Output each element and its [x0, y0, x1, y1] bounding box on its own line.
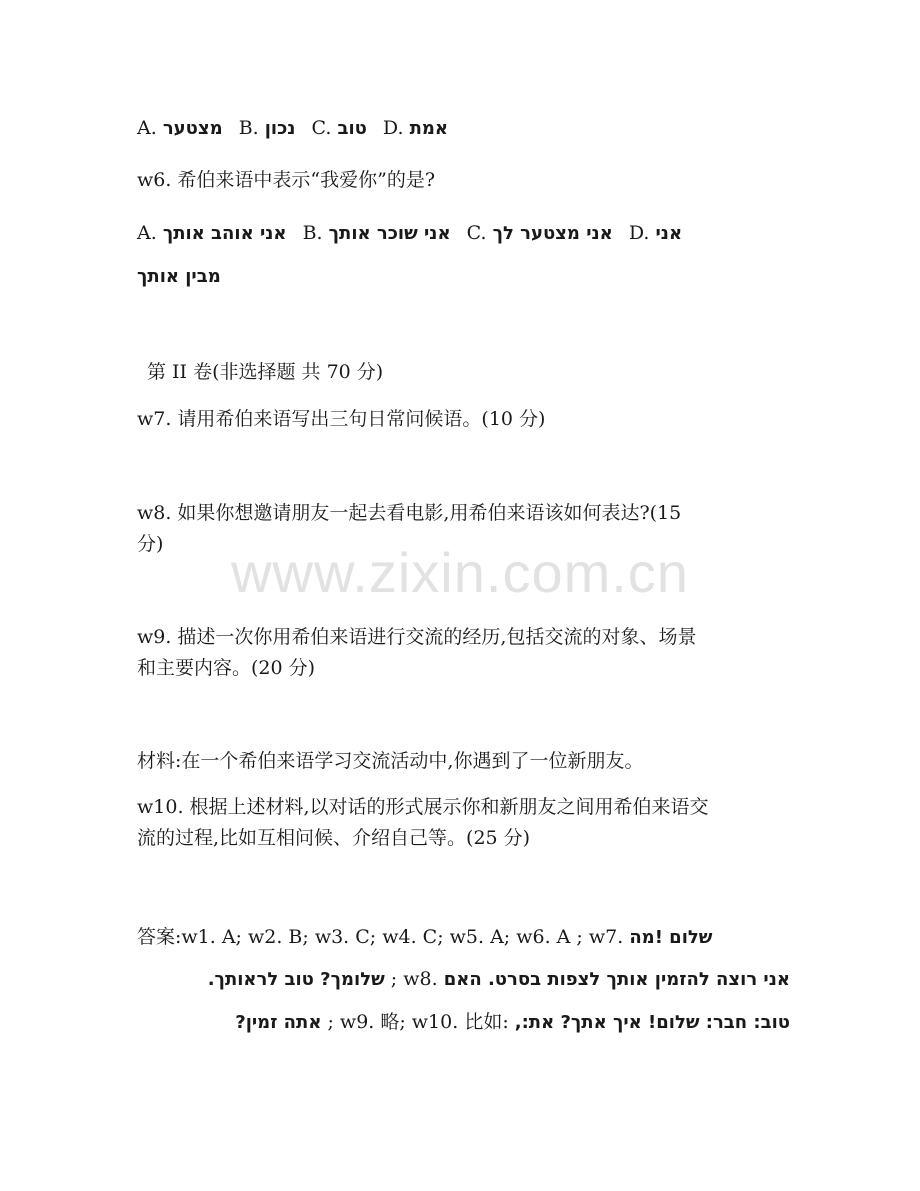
q5-option-b-letter: B.	[238, 117, 259, 139]
q6-option-a-text: אני אוהב אותך	[162, 223, 287, 244]
q6-option-d-continued	[137, 262, 790, 291]
answers-line2-mid: ; w8.	[390, 968, 438, 990]
q5-option-c-text: טוב	[337, 118, 367, 139]
q5-option-a-text: מצטער	[162, 118, 223, 139]
q9-line2: 和主要内容。(20 分)	[137, 657, 316, 679]
q6-option-b-text: אני שוכר אותך	[328, 223, 451, 244]
q6-option-b-letter: B.	[302, 222, 323, 244]
answers-line3	[137, 1008, 790, 1037]
q6-options	[137, 219, 790, 248]
q7-text: w7. 请用希伯来语写出三句日常问候语。(10 分)	[137, 408, 546, 430]
watermark: www.zixin.com.cn	[231, 541, 689, 604]
q5-option-d-letter: D.	[382, 117, 404, 139]
q10-line2: 流的过程,比如互相问候、介绍自己等。(25 分)	[137, 827, 531, 849]
q6-question: w6. 希伯来语中表示“我爱你”的是?	[137, 169, 436, 191]
q10-line1: w10. 根据上述材料,以对话的形式展示你和新朋友之间用希伯来语交	[137, 796, 709, 818]
answers-line2	[137, 965, 790, 994]
q5-option-a-letter: A.	[137, 117, 157, 139]
q6-option-c-text: אני מצטער לך	[492, 223, 613, 244]
q8-line1: w8. 如果你想邀请朋友一起去看电影,用希伯来语该如何表达?(15	[137, 502, 682, 524]
q6-option-d-cont: מבין אותך	[137, 266, 221, 287]
q6-option-d-text: אני	[655, 223, 683, 244]
answers-line1-hebrew: שלום !מה	[629, 927, 713, 948]
q5-options	[137, 114, 790, 143]
q5-option-d-text: אמת	[409, 118, 448, 139]
q6-option-c-letter: C.	[466, 222, 487, 244]
q5-option-c-letter: C.	[311, 117, 332, 139]
q8-line2: 分)	[137, 533, 164, 555]
answers-line1	[137, 923, 790, 952]
material-text: 材料:在一个希伯来语学习交流活动中,你遇到了一位新朋友。	[137, 750, 644, 772]
answers-line3-hebrew-a: אתה זמין?	[235, 1012, 322, 1033]
q6-option-d-letter: D.	[628, 222, 650, 244]
q6-option-a-letter: A.	[137, 222, 157, 244]
answers-line3-hebrew-b: טוב: חבר: שלום! איך אתך? את:,	[514, 1012, 790, 1033]
answers-line2-hebrew-a: אני רוצה להזמין אותך לצפות בסרט. האם	[443, 969, 790, 990]
answers-line2-hebrew-b: שלומך? טוב לראותך.	[207, 969, 385, 990]
q5-option-b-text: נכון	[264, 118, 296, 139]
answers-line1-prefix: 答案:w1. A; w2. B; w3. C; w4. C; w5. A; w6. A ; w7.	[137, 926, 624, 948]
answers-line3-mid: ; w9. 略; w10. 比如:	[327, 1011, 509, 1033]
q9-line1: w9. 描述一次你用希伯来语进行交流的经历,包括交流的对象、场景	[137, 626, 697, 648]
section-2-title: 第 II 卷(非选择题 共 70 分)	[147, 361, 384, 383]
